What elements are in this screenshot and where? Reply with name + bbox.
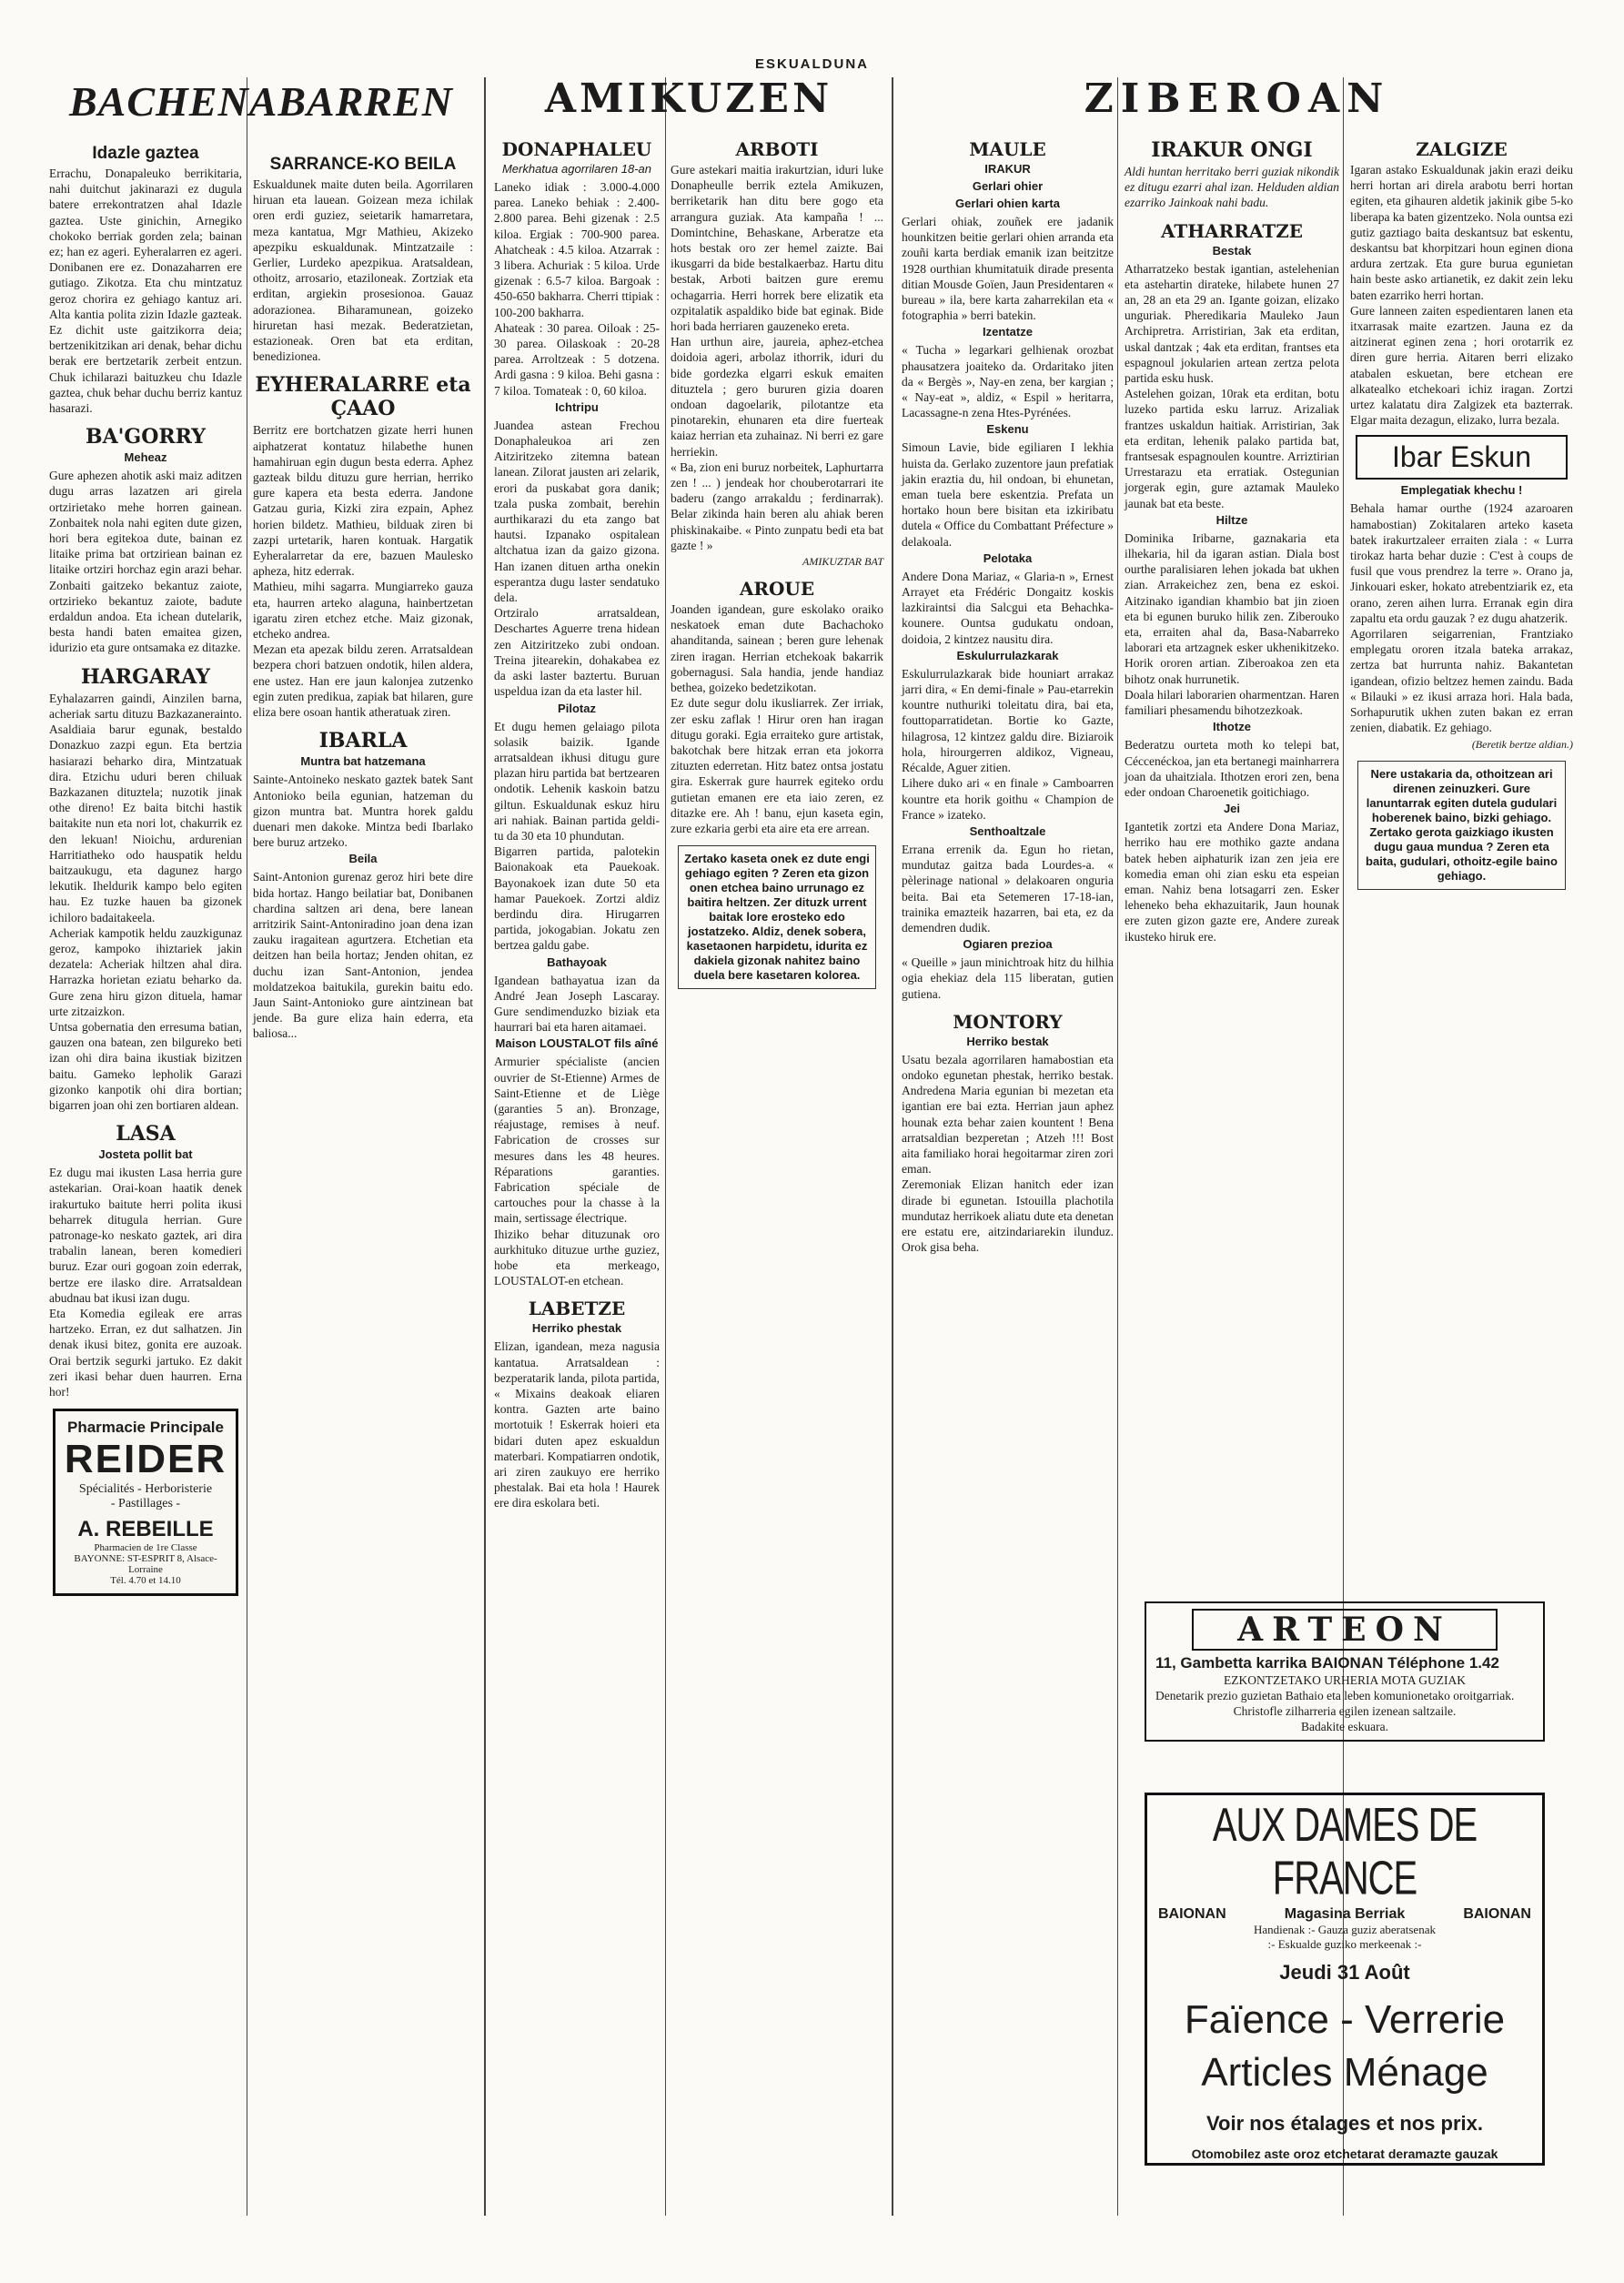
article-title: Eskulurrulazkarak xyxy=(956,648,1059,662)
article-body: Errana errenik da. Egun ho rietan, mundutaz gaitza bada Lourdes-a. « pèlerinage national » delakoaren onguria beita. Bai eta Setemeren 17-18-ian, trainika emazteik hazarren, bai eta, ez da demendren dudik. xyxy=(902,842,1114,934)
dames-de-france-ad xyxy=(1145,1793,1545,2166)
article-body: Ez dute segur dolu ikusliarrek. Zer irriak, zer esku zaflak ! Hirur oren han iragan ditugu goraki. Egia erraiteko gure artistak, bakotchak bere hitzak erran eta jokorra zituzten ederretan. Hitz batez ontsa jostatu gira. Eskerrak gure haurrek egiteko ordu gutietan emanen ere eta iaio zeren, ez ditazke ere. Ah ! banu, ejun kaseta egin, zure ezkaria gerbi eta aire eta ere arrean. xyxy=(671,696,883,835)
article-subtitle: Gerlari ohier xyxy=(972,179,1044,193)
ad-name: REIDER xyxy=(64,1437,227,1482)
column-6 xyxy=(1119,129,1345,1640)
article-body: Eskualdunek maite duten beila. Agorrilaren hiruan eta lauean. Goizean meza ichilak oren erdi guziez, seietarik hamarretara, meza kantatua, Mgr Mathieu, Akizeko apezpiku eskualdunak. Mintzatzaile : Gerlier, Lurdeko apezpikua. Aratsaldean, othoitz, arrosario, etaziloneak. Zortziak eta erditan, argiekin prosesionoa. Gauaz adorazionea. Biharamunean, goizeko hiruretan hasi mezak. Bederatzietan, estazioneak. Oren bat eta erditan, benedizionea. xyxy=(253,177,473,364)
notice-box: Nere ustakaria da, othoitzean ari direnen zeinuzkeri. Gure lanuntarrak egiten dutela gudulari hoberenek baino, bizki gehiago. Zertako gerota gaizkiago ikusten dugu gaua mundua ? Zeren eta baita, gudulari, othoitz-egile baino gehiago. xyxy=(1357,761,1566,890)
article-title: Bathayoak xyxy=(547,955,607,969)
ad-title: ARTEON xyxy=(1192,1609,1498,1651)
column-7 xyxy=(1345,129,1579,1640)
article-body: Mathieu, mihi sagarra. Mungiarreko gauza eta, haurren arteko alaguna, hainbertzetan igaratu ziren etchez etche. Maiz gizonak, etcheko andrea. xyxy=(253,580,473,641)
article-body: Usatu bezala agorrilaren hamabostian eta ondoko egunetan phestak, herriko bestak. Andredena Maria egunian bi mezetan eta igantian ere bai ezta. Herrian jaun aphez hounak ezta behar zaien kountent ! Bena arratsaldian bezperetan ; Atzeh !!! Bost aita familiako horai hegoitarmar ziren zori eman. xyxy=(902,1052,1114,1177)
ad-phone: Tél. 4.70 et 14.10 xyxy=(110,1575,181,1587)
article-body: Bigarren partida, palotekin Baionakoak eta Pauekoak. Bayonakoek izan dute 50 eta hamar Pauekoek. Zortzi aldiz berdindu dira. Hirugarren partida, jokogabian. Jokatu zen bertzea galdu gabe. xyxy=(494,844,660,953)
article-subtitle: Herriko phestak xyxy=(531,1321,622,1336)
article-body: Berritz ere bortchatzen gizate herri hunen aiphatzerat kontatuz hilabethe hunen hamahiruan egin dugun besta ederra. Aphez gazteak bildu dituzu gure herrian, herriko gure kapera eta besta ederra. Jandone Gatzau guria, Kizki zira ezpain, Aphez horien bildetz. Mathieu, bilduak ziren bi zazpi urtetarik, haren kontuak. Hargatik Eyheralarretar da ere, bazuen Maulesko apheza, hitz ederrak. xyxy=(253,423,473,579)
article-subtitle: Meheaz xyxy=(124,450,167,465)
notice-box: Zertako kaseta onek ez dute engi gehiago egiten ? Zeren eta gizon onen etchea baino urrunago ez baitira heltzen. Zer dituzk urrent baitak lore erosteko edo jostatzeko. Aldiz, denek sobera, kasetaonen harpidetu, idurita ez dakiela gizonak nahitez baino duela bere kasetaren kolorea. xyxy=(678,845,876,989)
article-body: Gerlari ohiak, zouñek ere jadanik hounkitzen beitie gerlari ohien arranda eta zouñi karta berdiak emanik izan beitzitze 1928 ourthian khumitatuik dirade presenta ditian Mousde Goïen, Jaun Presidentaren « bureau » ila, bere karta zaharrekilan eta « fotographia » berri batekin. xyxy=(902,215,1114,323)
shop-ad-title: Maison LOUSTALOT fils aîné xyxy=(495,1036,659,1051)
article-body: « Tucha » legarkari gelhienak orozbat phausatzera joaiteko da. Ordaritako jiten da « Bergès », Nay-en zena, ber kargian ; « Nay-eat », aldiz, « Espil » heritarra, Lacassagne-n zena Htes-Pyrénées. xyxy=(902,343,1114,420)
article-subtitle: Muntra bat hatzemana xyxy=(300,754,426,769)
article-body: Andere Dona Mariaz, « Glaria-n », Ernest Arrayet eta Frédéric Dongaitz koskis lazkiraintsi dia Salcgui eta Behachka-kounere. Ountsa gudukatu ondoan, doidoia, 2 kintzez nausitu dira. xyxy=(902,569,1114,646)
ad-date: Jeudi 31 Août xyxy=(1279,1961,1410,1984)
article-title: BA'GORRY xyxy=(86,425,206,450)
article-title: Ogiaren prezioa xyxy=(963,937,1053,952)
article-body: Lihere duko ari « en finale » Camboarren kountre eta horik goithu « Champion de France » izateko. xyxy=(902,776,1114,822)
ibar-eskun-heading: Ibar Eskun xyxy=(1356,435,1568,480)
column-rule xyxy=(892,77,893,2216)
article-title: Hiltze xyxy=(1215,512,1248,527)
article-subtitle: Merkhatua agorrilaren 18-an xyxy=(501,162,652,176)
article-body: Agorrilaren seigarrenian, Frantziako emplegatu ororen itzala bateka arrakaz, zertza bat hurrunta nahiz. Bakantetan igandean, ofizio beltzez hemen zaindu. Bada « Bilauki » ez ikusi arraza hori. Hala bada, Sorhapurutik ukhen zuten bakan ez erran zenien, diabatik. Ez gehiago. xyxy=(1350,627,1573,735)
ad-owner: A. REBEILLE xyxy=(77,1517,214,1542)
masthead-amikuzen: AMIKUZEN xyxy=(544,76,833,122)
article-title: DONAPHALEU xyxy=(501,138,652,160)
article-title: Pilotaz xyxy=(558,701,596,715)
article-body: « Queille » jaun minichtroak hitz du hilhia ogia ehekiaz dela 115 liberatan, gutien gutiena. xyxy=(902,955,1114,1001)
column-1 xyxy=(44,135,247,1605)
shop-ad-body: Armurier spécialiste (ancien ouvrier de St-Etienne) Armes de Saint-Etienne et de Liège (garanties 5 an). Bronzage, réajustage, remises à neuf. Fabrication de crosses sur mesures dans les 48 heures. Réparations garanties. Fabrication spéciale de cartouches pour la chasse à la main, sertissage électrique. xyxy=(494,1055,660,1226)
article-subtitle: Herriko bestak xyxy=(966,1034,1049,1048)
masthead-bachenabarren: BACHENABARREN xyxy=(68,78,454,125)
paper-name: ESKUALDUNA xyxy=(755,56,869,72)
ad-line: Christofle zilharreria egilen izenean saltzaile. xyxy=(1233,1704,1457,1718)
article-body: Igantetik zortzi eta Andere Dona Mariaz, herriko hau ere mothiko gazte andana batek heben aiphaturik izan zen jeia ere komedia eman ohi zian esku eta espeian eman. Nahiz bena lotsagarri zen. Esker leheneko beha ekhazuitarik, Jaun hounak ere zuten gizon gazte ere, Andere zureak ikusteko hiruk ere. xyxy=(1125,820,1339,944)
ad-line: :- Eskualde guziko merkeenak :- xyxy=(1267,1937,1422,1951)
article-title: ARBOTI xyxy=(735,138,819,160)
ad-product: Articles Ménage xyxy=(1201,2050,1488,2095)
masthead-ziberoan: ZIBEROAN xyxy=(1084,76,1391,122)
market-prices: Laneko idiak : 3.000-4.000 parea. Laneko behiak : 2.400-2.800 parea. Behi gizenak : 2.5 kiloa. Ergiak : 700-900 parea. Ahatcheak : 4.5 kiloa. Atzarrak : 3 libera. Achuriak : 5 kiloa. Urde gizenak : 6.5-7 kiloa. Bargoak : 450-650 bakharra. Cherri ttipiak : 100-200 bakharra. xyxy=(494,180,660,319)
article-title: IRAKUR ONGI xyxy=(1151,138,1313,162)
article-body: Behala hamar ourthe (1924 azaroaren hamabostian) Zokitalaren arteko kaseta batek irakurtzaleer erraiten ziala : « Lurra tirokaz harta behar duzie : C'est à coups de fusil que vous prendrez la terre ». Orano ja, Jinkouari esker, hokato atrebentziarik ez, eta orano, zeren aihen lurra. Erranak egin dira zapaltu eta ordu gauzak ? ez dugu ahatzerik. xyxy=(1350,501,1573,625)
arteon-ad xyxy=(1145,1601,1545,1742)
ad-address: 11, Gambetta karrika BAIONAN Téléphone 1.42 xyxy=(1155,1654,1499,1672)
ad-title: AUX DAMES DE FRANCE xyxy=(1212,1799,1478,1905)
article-title: Eskenu xyxy=(986,422,1029,437)
article-body: Ortziralo arratsaldean, Deschartes Aguerre trena hidean zen Aitziritzeko zubi ondoan. Treina jitearekin, dohakabea ez da aski laster baztertu. Buruan uspeldua izan da eta laster hil. xyxy=(494,606,660,699)
article-body: Joanden igandean, gure eskolako oraiko neskatoek eman dute Bachachoko ahanditanda, sainean ; beren gure lehenak ziren iragan. Herrian etchekoak bakarrik gobernagusi. Sala handia, jende handiaz bethea, goizeko bedetzikotan. xyxy=(671,602,883,695)
article-title: SARRANCE-KO BEILA xyxy=(269,155,457,174)
article-subtitle: Josteta pollit bat xyxy=(98,1147,193,1162)
article-body: Bederatzu ourteta moth ko telepi bat, Céccenéckoa, jan eta bertanegi mainharrera joan da uhaitziala. Ithotzen erori zen, bena eder ondoan Charoenetik goitichiago. xyxy=(1125,738,1339,799)
article-body: « Ba, zion eni buruz norbeitek, Laphurtarra zen ! ... ) jendeak hor chouberotarrari ite baderu (zango arrakaldu ; ferdinarrak). Belar zikinda hain beren alu ahiak beren phiskinakaibe. « Pinto zunpatu bedi eta bat gazte ! » xyxy=(671,460,883,552)
article-body: Dominika Iribarne, gaznakaria eta ilhekaria, hil da igaran astian. Diala bost ourthe paralisiaren lehen jokada bat ukhen zian. Arrakeichez zen, bena ez eskoi. Aitzinako igandian khambio bat jin zioen eta bi egunen buruko hilik zen. Ziberouko eta, erraiten ahal da, Basa-Nabarreko laborari eta artzagnek esker ukhenikitzeko. Horik ororen artian. Ziberoakoa zen eta bihotz onak hurrunetik. xyxy=(1125,530,1339,686)
article-body: Aldi huntan herritako berri guziak nikondik ez ditugu ezarri ahal izan. Helduden aldian ezarriko Jainkoak nahi badu. xyxy=(1125,165,1339,210)
shop-ad-body: Ihiziko behar dituzunak oro aurkhituko dituzue urthe guziez, hobe eta merkeago, LOUSTALOT-en etchean. xyxy=(494,1227,660,1288)
ad-city: BAIONAN xyxy=(1463,1906,1531,1922)
article-body: Errachu, Donapaleuko berrikitaria, nahi duitchut jakinarazi ez dugula batere errekontratzen ahal Idazle gaztea. Uste ginichin, Arnegiko chokoko berriak gorden zela; bainan ez; han ez ageri. Eyheralarren ez ageri. Donibanen ere ez. Donazaharren ere gutiago. Zikotza. Eta chu mintzatuz geroz chorira ez gehiago kantuz ari. Alta kantia polita zizin Idazle gazteak. Ez dichit uste gaitzikorra deia; bertzenikitzikan ari denak, behar dichu berak ere bertzetarik zerbeit entzun. Chuk ichilarazi baituzkeu chu Idazle gaztea, chuk behar duchu berriz kantuz hasarazi. xyxy=(49,167,242,416)
ad-city: BAIONAN xyxy=(1158,1906,1226,1922)
article-body: Juandea astean Frechou Donaphaleukoa ari zen Aitziritzeko zitemna batean lanean. Zilorat jausten ari zelarik, erori da puskabat gora danik; tzala puska zombait, berehin aurthikarazi du eta zango bat hautsi. Izpanako ospitalean altchatua izan da gaizo gizona. Han izanen dituen artha onekin esperantza dugu laster sendatuko dela. xyxy=(494,418,660,605)
article-body: Eta Komedia egileak ere arras hartzeko. Erran, ez dut salhatzen. Jin denak ikusi bitez, gonita ere auzoak. Orai bertzik segurki jartuko. Ez dakit zeri ikasi behar duen haurren. Erna hor! xyxy=(49,1307,242,1399)
article-body: Eskulurrulazkarak bide houniart arrakaz jarri dira, « En demi-finale » Pau-etarrekin kountre nuthuriki toleitatu dira, bai eta, fouttoparratidetan. Bortie ko Gazte, hilagrosa, 12 kintzez galdu dire. Biziaroik hola, hirourgerren aldikoz, Vigneau, Récalde, Aguer zitien. xyxy=(902,666,1114,775)
article-title: EYHERALARRE eta ÇAAO xyxy=(255,373,471,421)
article-title: MONTORY xyxy=(953,1010,1063,1033)
ad-line: Pharmacie Principale xyxy=(67,1419,224,1437)
market-prices: Ahateak : 30 parea. Oiloak : 25-30 parea. Oilaskoak : 20-28 parea. Arroltzeak : 5 dotzena. Ardi gasna : 9 kiloa. Behi gasna : 7 kiloa. Tomateak : 0, 60 kiloa. xyxy=(494,320,660,398)
article-subtitle: Bestak xyxy=(1212,243,1252,258)
ad-line: - Pastillages - xyxy=(110,1497,181,1511)
article-subtitle: IRAKUR xyxy=(984,162,1031,176)
article-title: IBARLA xyxy=(318,729,408,753)
article-body: Acheriak kampotik heldu zauzkigunaz geroz, kampoko ihiztariek jakin dezatela: Acheriak hiltzen ahal dira. Harrazka horietan eziatu beharko da. Gure zena hiru gizon dituela, hamar urte zitzaizkon. xyxy=(49,925,242,1018)
article-body: Zeremoniak Elizan hanitch eder izan dirade bi egunetan. Istouilla plachotila mundutaz herrikoek aliatu dute eta denetan ere estatu ere, aitzindariarekin ilunduz. Orok gisa beha. xyxy=(902,1177,1114,1255)
article-subtitle: Gerlari ohien karta xyxy=(955,197,1060,210)
column-2 xyxy=(247,135,479,1605)
ad-line: EZKONTZETAKO URHERIA MOTA GUZIAK xyxy=(1224,1673,1466,1687)
ad-line: Spécialités - Herboristerie xyxy=(78,1482,213,1497)
article-title: Jei xyxy=(1223,802,1241,816)
ad-line: Handienak :- Gauza guziz aberatsenak xyxy=(1254,1923,1436,1936)
ad-shop: Magasina Berriak xyxy=(1284,1906,1406,1922)
ad-line: Denetarik prezio guzietan Bathaio eta leben komunionetako oroitgarriak. xyxy=(1155,1689,1515,1702)
article-body: Han urthun aire, jaureia, aphez-etchea doidoia ageri, arbolaz ithorrik, iduri du bide gordezka elgarri eskuk emaiten dituztela ; gero bururen gizia doaren ondoan dagoelarik, pilotantze eta pinotarekin, ehunaren eta dire fuerteak kaiaz herrian eta zuhainaz. Ni berri ez gare herriekin. xyxy=(671,335,883,459)
ad-line: Pharmacien de 1re Classe xyxy=(94,1542,197,1554)
article-body: Et dugu hemen gelaiago pilota solasik baizik. Igande arratsaldean ikhusi ditugu gure plazan hiru partida bat bertzearen ondotik. Lehenik kaskoin batzu giltun. Eskualdunak eskuz hiru ari nahiak. Bainan partida geldi-tu da 30 eta 10 phundutan. xyxy=(494,719,660,843)
ad-product: Faïence - Verrerie xyxy=(1184,1997,1506,2042)
pharmacy-ad xyxy=(53,1409,238,1596)
ad-line: Badakite eskuara. xyxy=(1301,1720,1388,1733)
article-body: Sainte-Antoineko neskato gaztek batek Sant Antonioko beila egunian, hatzeman du gizon muntra bat. Muntra horek galdu duenari men dakoke. Mintza bedi Ibarlako bere buruz artzeko. xyxy=(253,773,473,850)
article-body: Igaran astako Eskualdunak jakin erazi deiku herri hortan ari direla arabotu berri hortan egiten, eta gihauren aldetik jakinik gibe 5-ko liberapa ka baten gizentzeko. Nola ountsa ezi gutiz gaztiago baita deskantsuz bat eskentu, deskantsu bat khorpitzari houn eginen diona ardura zertzak. Eta gure burua egunietan hain beste asko artianetik, ez dakit zein leku baten ezarriko herri hortan. xyxy=(1350,163,1573,302)
article-body: Elizan, igandean, meza nagusia kantatua. Arratsaldean : bezperatarik landa, pilota partida, « Mixains deakoak eliaren kontra. Gazten arte baino mortotuik ! Eskerrak hoieri eta bidari duten apez eskualdun materbari. Kompatiarren ondotik, ari ziren zaukuyo ere herriko phestalak. Bai eta hola ! Haurek ere dira eskolara beti. xyxy=(494,1339,660,1510)
article-title: Ithotze xyxy=(1213,720,1251,734)
article-title: LASA xyxy=(116,1122,176,1147)
article-body: Atharratzeko bestak igantian, astelehenian eta astehartin dirateke, hilabete hunen 27 an, 28 an eta 29 an. Igante goizan, elizako unguriak. Pheredikaria Mauleko Jaun Archipretra. Arristirian, 3ak eta erditan, uskal dantzak ; 4ak eta erditan, frantses eta espagnoul jokularien artean zertza pelota partida esku husk. xyxy=(1125,261,1339,386)
article-body: Astelehen goizan, 10rak eta erditan, botu luzeko partida esku larruz. Arizaliak frantzes uskaldun haitiak. Arristirian, 3ak eta erditan, lehenik palako partida bat, frantsesak espagnoulen kountre. Arriztirian Urrestarazu eta erratiak. Ostegunian jorgerak egin, gure aztamak Mauleko jaunak bat eta beste. xyxy=(1125,387,1339,510)
article-body: Eyhalazarren gaindi, Ainzilen barna, acheriak sartu dituzu Bazkazanerainto. Asaldiaia barur egunak, bestaldo Donazkuo zazpi egun. Eta bertzia hasiarazi beharko dira, Mintzatuak dira. Etzichu uduri beren chiluak Bazkazanen dituztela; nuzotik jinak othe direno! Ez baita bitchi hastik baitakite nun eta nori lot, chakurrik ez den lekuan! Nioichu, ardurenian Harritiatheko odo hauspatik heldu baitzaukugu, eta dagunez hargo lekutik. Iheldurik kampo belo egiten hau. Ez tuzke hauen ba gizonek ichiloro badaitakeela. xyxy=(49,691,242,924)
article-body: Simoun Lavie, bide egiliaren I lekhia huista da. Gerlako zuzentore jaun prefatiak jakin eraztia du, hil ondoan, bi ehunetan, eman tuela bere eskentzia. Prefata un hortako houn bere bisitan eta izkiribatu dutela « Office du Combattant Préfecture » delakoala. xyxy=(902,440,1114,549)
article-title: Izentatze xyxy=(983,325,1033,339)
ad-line: Otomobilez aste oroz etchetarat deramazte gauzak xyxy=(1191,2147,1498,2161)
article-body: Untsa gobernatia den erresuma batian, gauzen ona batean, zen bilgureko beti izan ohi dira baina ikustiak bizitzen baitu. Gameko lepholik Garazi gizonko kanpotik ohi dira bortian; bigarren joan ohi zen bortiaren aldean. xyxy=(49,1019,242,1112)
column-rule xyxy=(484,77,486,2216)
ad-address-row xyxy=(1158,1906,1531,1923)
column-3 xyxy=(489,129,665,1511)
article-title: HARGARAY xyxy=(81,664,210,689)
article-title: Senthoaltzale xyxy=(969,823,1046,838)
section-bachenabarren xyxy=(44,75,479,2254)
article-body: Gure lanneen zaiten espedientaren lanen eta itxarrasak maite ezartzen. Jauna ez da aitzinerat eginen zena ; hori orotarrik ez diren gure herria. Aitaren berri elizako atabalen eskuetan, bere etchean ere alkatealko etchekoari ichiz iragan. Zortzi urtez kalatatu dira Zalgizek eta bazterrak. Elgar maita dezagun, elizako, lurra bezala. xyxy=(1350,303,1573,428)
section-amikuzen xyxy=(489,75,889,2254)
column-4 xyxy=(665,129,889,1511)
article-body: Saint-Antonion gurenaz geroz hiri bete dire bida hortaz. Hango beilatiar bat, Donibanen chardina saltzen ari dena, bere lanean arritzirik Saint-Antoniradino joan dena izan zauku iragaitean agurtzera. Etchetian eta deitzen han beila hortaz; Jenden ohitan, ez duchu izan Sant-Antonion, jendea moldatzekoa baitukila, gurekin baitu edo. Jaun Saint-Antonioko gure aintzinean bat jende. Ba gure eliza hain ederra, eta baliosa... xyxy=(253,870,473,1041)
article-title: Pelotaka xyxy=(983,551,1033,565)
ad-address: BAYONNE: ST-ESPRIT 8, Alsace-Lorraine xyxy=(74,1553,217,1576)
article-title: LABETZE xyxy=(528,1298,626,1320)
article-title: MAULE xyxy=(969,138,1046,160)
article-title: ZALGIZE xyxy=(1416,138,1508,160)
article-signature: AMIKUZTAR BAT xyxy=(802,555,883,569)
article-title: ATHARRATZE xyxy=(1160,219,1304,242)
article-subtitle: Emplegatiak khechu ! xyxy=(1400,483,1523,498)
article-body: Gure astekari maitia irakurtzian, iduri luke Donapheulle berrik eztela Amikuzen, berriketarik han ditu bere gogo eta arrangura guziak. Ata kampaña ! ... Domintchine, Behaskane, Arberatze eta hots bestak oro zer hemel zaizte. Bai ikusgarri da bide bestalkaerbaz. Hartu ditu bestak, Arboti baitzen gure eremu ochagarria. Herri horrek bere elizatik eta ozpitalatik aspaldiko bide bat eginak. Bide hori bada herriaren gauzeneko ereta. xyxy=(671,163,883,334)
article-body: Gure aphezen ahotik aski maiz aditzen dugu arras lazatzen ari girela ortzirietako mehe horren gainean. Zonbaitek nola nahi egiten dute gizen, hori bera egitekoa dute, bainan ez litaike prima bat ortziriean bainan ez litaike ortziri horchaz egin arazi behar. Zonbaiti gaitzeko bekantuz zaiote, ortzirieko bekantuz zaiote, badute erdaldun andoa. Eta ichean dutelarik, besta handi baten emaitea gizen, idurizio eta gure ontsamaka ez ditazke. xyxy=(49,469,242,655)
article-body: Ez dugu mai ikusten Lasa herria gure astekarian. Orai-koan haatik denek irakurtuko baitute herri polita ikusi beharrek ditugula herrian. Gure patronage-ko neskato gaztek, ari dira trabalin lanean, beren komedieri buruz. Ezar ouri gogoan zoin ederrak, bertze ere ilasko dire. Arratsaldean abudnau bat ikusi izan dugu. xyxy=(49,1166,242,1305)
article-title: AROUE xyxy=(739,578,815,601)
column-5 xyxy=(896,129,1119,1640)
article-body: Igandean bathayatua izan da André Jean Joseph Lascaray. Gure sendimenduzko biziak eta haurrari bai eta haren aitamaei. xyxy=(494,973,660,1035)
article-title: Ichtripu xyxy=(555,399,599,414)
article-body: Mezan eta apezak bildu zeren. Arratsaldean bezpera chori batzuen ondotik, hilen aldera, ene ustez. Han ere jaun kalonjea zutzenko egin zuten predikua, zapiak bat hilaren, gure eliza bere osoan hantik atheratuak ziren. xyxy=(253,642,473,720)
article-title: Idazle gaztea xyxy=(92,144,199,163)
ad-line: Voir nos étalages et nos prix. xyxy=(1205,2112,1483,2135)
article-signature: (Beretik bertze aldian.) xyxy=(1471,737,1573,751)
article-body: Doala hilari laborarien oharmentzan. Haren familiari phesamendu bihotzezkoak. xyxy=(1125,687,1339,718)
article-subtitle: Beila xyxy=(348,852,378,866)
